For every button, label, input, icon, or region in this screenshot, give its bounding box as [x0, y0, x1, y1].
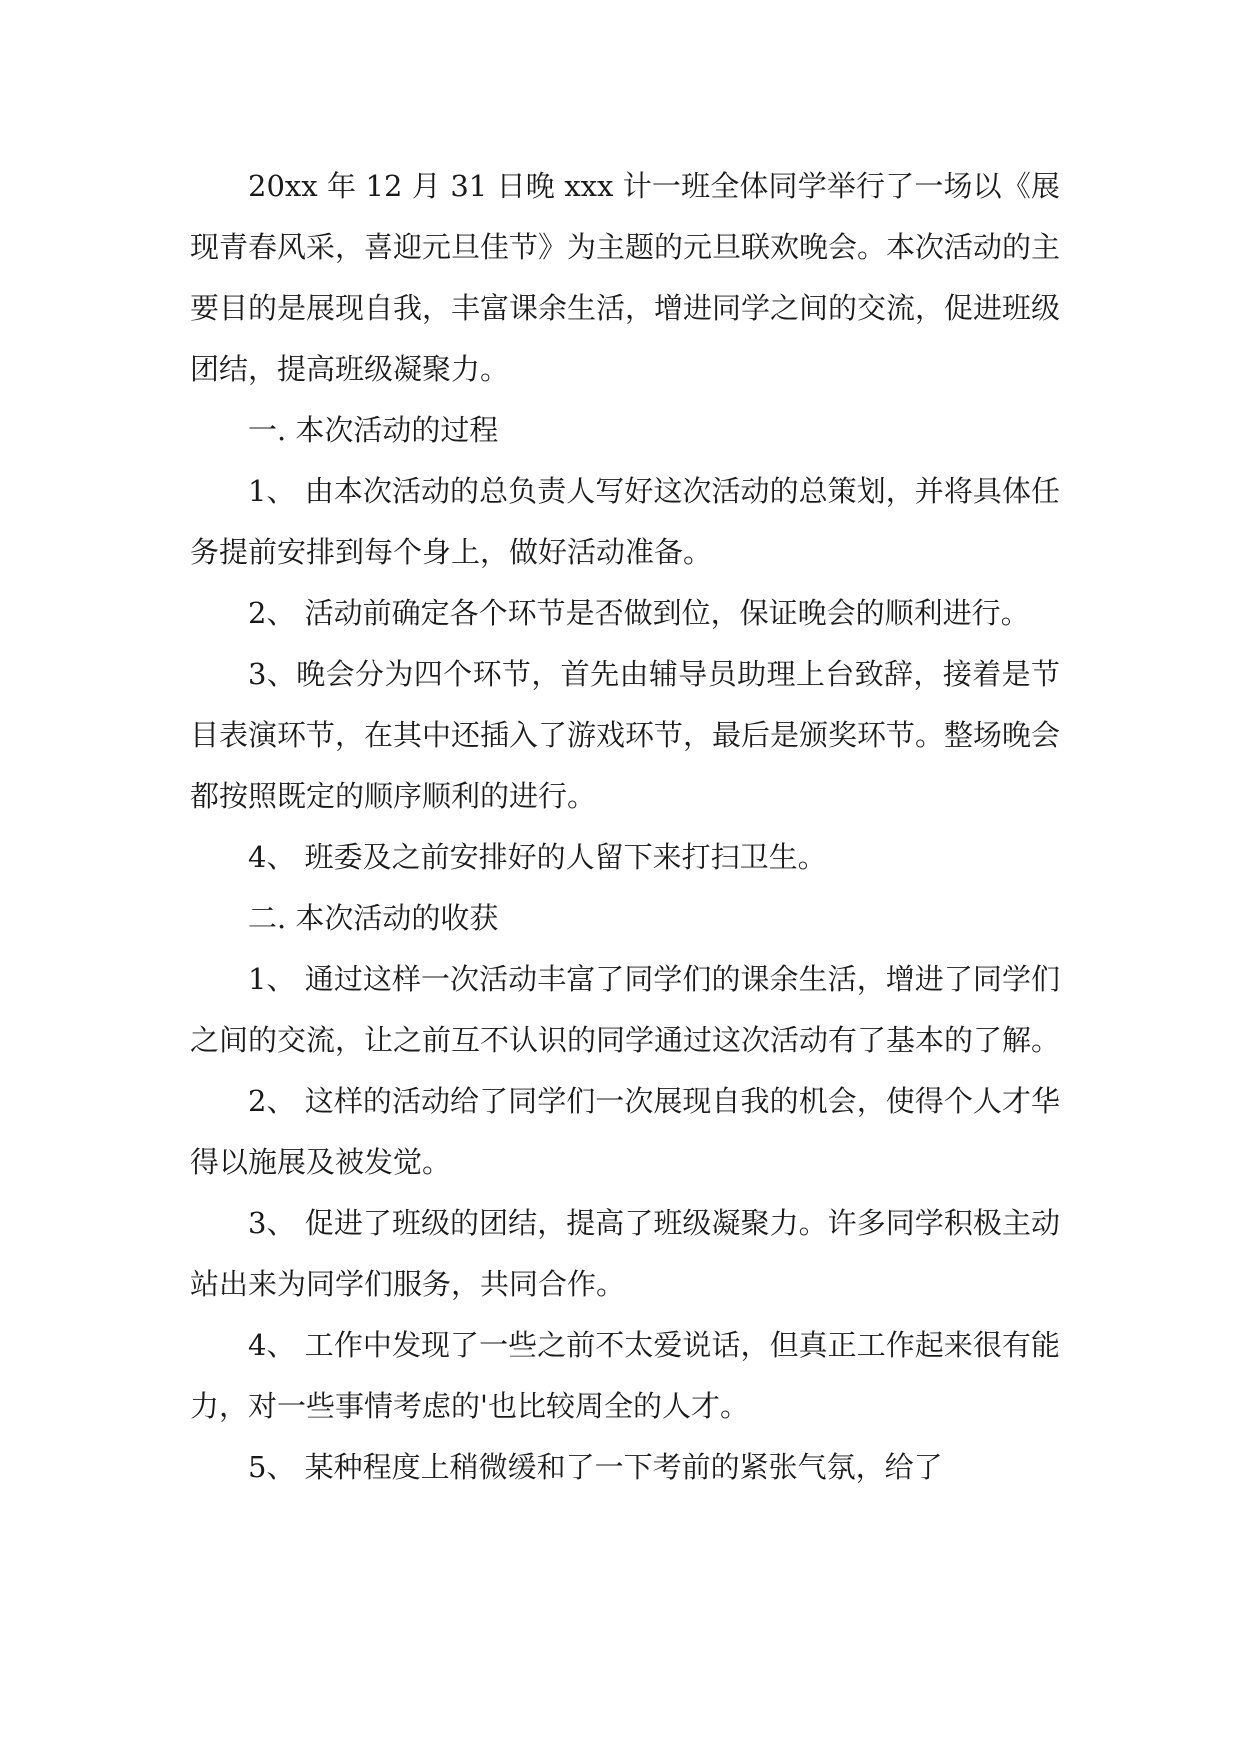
process-item-1: 1、 由本次活动的总负责人写好这次活动的总策划，并将具体任务提前安排到每个身上，做好活动准备。	[190, 474, 1060, 569]
gains-item-1: 1、 通过这样一次活动丰富了同学们的课余生活，增进了同学们之间的交流，让之前互不认识的同学通过这次活动有了基本的了解。	[190, 962, 1061, 1057]
gains-item-5: 5、 某种程度上稍微缓和了一下考前的紧张气氛，给了	[248, 1450, 943, 1484]
document-body	[190, 156, 1060, 1498]
process-item-2: 2、 活动前确定各个环节是否做到位，保证晚会的顺利进行。	[248, 596, 1030, 630]
process-item-3: 3、晚会分为四个环节，首先由辅导员助理上台致辞，接着是节目表演环节，在其中还插入了游戏环节，最后是颁奖环节。整场晚会都按照既定的顺序顺利的进行。	[190, 657, 1061, 813]
gains-item-2: 2、 这样的活动给了同学们一次展现自我的机会，使得个人才华得以施展及被发觉。	[190, 1084, 1060, 1179]
section-heading-process: 一. 本次活动的过程	[248, 413, 499, 447]
section-heading-gains: 二. 本次活动的收获	[248, 901, 499, 935]
gains-item-4: 4、 工作中发现了一些之前不太爱说话，但真正工作起来很有能力，对一些事情考虑的'也比较周全的人才。	[190, 1328, 1060, 1423]
intro-paragraph: 20xx 年 12 月 31 日晚 xxx 计一班全体同学举行了一场以《展现青春风采，喜迎元旦佳节》为主题的元旦联欢晚会。本次活动的主要目的是展现自我，丰富课余生活，增进同学之间的交流，促进班级团结，提高班级凝聚力。	[190, 169, 1061, 386]
process-item-4: 4、 班委及之前安排好的人留下来打扫卫生。	[248, 840, 827, 874]
gains-item-3: 3、 促进了班级的团结，提高了班级凝聚力。许多同学积极主动站出来为同学们服务，共同合作。	[190, 1206, 1060, 1301]
